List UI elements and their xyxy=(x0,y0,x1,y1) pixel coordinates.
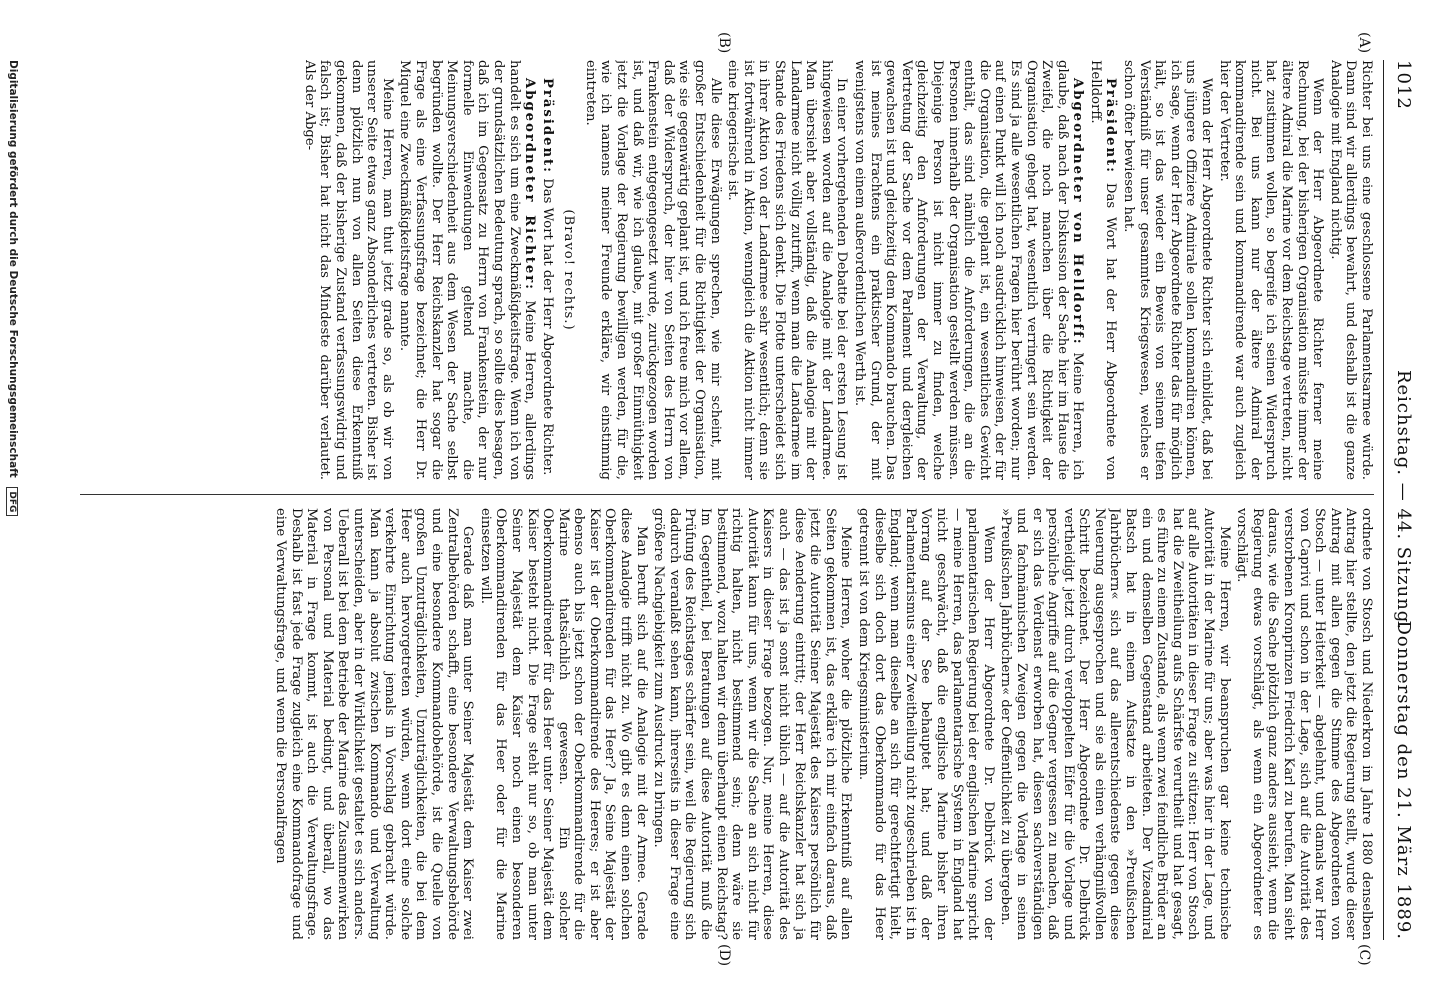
text-paragraph: Meine Herren, wir beanspruchen gar keine technische Autorität in der Marine für uns; aber was hier in der Lage, und auf alle Autoritäten in dieser Frage zu stützen: Herr von Stosch hat die Zweitheilung aufs Schärfste verurtheilt und hat gesagt, es führe zu einem Zustande, als wenn zwei feindliche Brüder an ein und demselben Gegenstand arbeiteten. Der Vizeadmiral Batsch hat in einem Aufsatze in den »Preußischen Jahrbüchern« sich auf das allerentschiedenste gegen diese Neuerung ausgesprochen und sie als einen verhängnißvollen Schritt bezeichnet. Der Herr Abgeordnete Dr. Delbrück vertheidigt jetzt durch verdoppelten Eifer für die Vorlage und persönliche Angriffe auf die Gegner vergessen zu machen, daß er sich das Verdienst erworben hat, diesen sachverständigen und fachmännischen Zweigen gegen die Vorlage in seinen »Preußischen Jahrbüchern« der Oeffentlichkeit zu übergeben. xyxy=(998,508,1232,940)
speech-paragraph xyxy=(1087,60,1118,480)
text-paragraph: Richter bei uns eine geschlossene Parlamentsarmee würde. Dann sind wir allerdings bewahrt, und deshalb ist die ganze Analogie mit England nichtig. xyxy=(1327,60,1374,480)
digitization-footer xyxy=(6,60,19,940)
margin-mark-d: (D) xyxy=(716,944,732,967)
left-text-column xyxy=(80,60,1374,480)
speech-paragraph xyxy=(397,60,537,480)
margin-mark-c: (C) xyxy=(1356,944,1372,966)
page-number: 1012 xyxy=(1393,60,1414,110)
header-rule xyxy=(1383,60,1384,940)
text-paragraph: Meine Herren, woher die plötzliche Erkenntniß auf allen Seiten gekommen ist, das erkläre ich mir einfach daraus, daß jetzt die Autorität Seiner Majestät des Kaisers persönlich für diese Aenderung eintritt; der Herr Reichskanzler hat sich ja auch — das ist ja sonst nicht üblich — auf die Autorität des Kaisers in dieser Frage bezogen. Nur, meine Herren, diese Autorität kann für uns, wenn wir die Sache an sich nicht für richtig halten, nicht bestimmend sein; denn wäre sie bestimmend, wozu halten wir denn überhaupt einen Reichstag? Im Gegentheil, bei Beratungen auf diese Autorität muß die Prüfung des Reichstages schärfer sein, weil die Regierung sich dadurch veranlaßt sehen kann, ihrerseits in dieser Frage eine größere Nachgiebigkeit zum Ausdruck zu bringen. xyxy=(651,508,854,940)
text-paragraph: Meine Herren, man thut jetzt grade so, als ob wir von unserer Seite etwas ganz Absonderliches vertreten. Bisher ist denn plötzlich nun von allen Seiten diese Erkenntniß gekommen, daß der bisherige Zustand verfassungswidrig und falsch ist; Bisher hat nicht das Mindeste darüber verlautet. Als der Abge- xyxy=(301,60,395,480)
speech-paragraph xyxy=(851,60,1085,480)
column-divider xyxy=(80,494,1374,495)
speech-paragraph xyxy=(539,60,555,480)
margin-mark-a: (A) xyxy=(1356,32,1372,54)
text-paragraph: ordnete von Stosch und Niederkron im Jahre 1880 denselben Antrag hier stellte, den jetzt die Regierung stellt, wurde dieser Antrag mit allen gegen die Stimme des Abgeordneten von Stosch — unter Heiterkeit — abgelehnt, und damals war Herr von Caprivi und schon in der Lage, sich auf die Autorität des verstorbenen Kronprinzen Friedrich Karl zu berufen. Man sieht daraus, wie die Sache plötzlich ganz anders aussieht, wenn die Regierung etwas vorschlägt, als wenn ein Abgeordneter es vorschlägt. xyxy=(1234,508,1374,940)
running-title: Reichstag. — 44. Sitzung. xyxy=(1393,369,1414,631)
speech-text: Meine Herren, allerdings handelt es sich um eine Zweckmäßigkeitsfrage. Wenn ich von der grundsätzlichen Bedeutung sprach, so sollte dies besagen, daß ich im Gegensatz zu Herrn von Frankenstein, der nur formelle Einwendungen geltend machte, die Meinungsverschiedenheit aus dem Wesen der Sache selbst begründen wollte. Der Herr Reichskanzler hat sogar die Frage als eine Verfassungsfrage bezeichnet; die Herr Dr. Miquel eine Zweckmäßigkeitsfrage nannte. xyxy=(397,60,538,480)
speaker-name: Abgeordneter Richter: xyxy=(522,78,538,292)
speech-text: Das Wort hat der Herr Abgeordnete Richter. xyxy=(539,178,555,476)
text-paragraph: Wenn der Herr Abgeordnete Dr. Delbrück von der parlamentarischen Regierung bei der englischen Marine spricht — meine Herren, das parlamentarische System in England hat nicht geschwächt, daß die englische Marine bisher ihren Vorrang auf der See behauptet hat; und daß der Parlamentarismus einer Zweitheilung nicht zugeschrieben ist in England; wenn man dieselbe an sich für gerechtfertigt hielt, dieselbe sich doch dort das Oberkommando für das Heer getrennt ist von dem Kriegsministerium. xyxy=(856,508,996,940)
text-paragraph: Wenn der Herr Abgeordnete Richter sich einbildet, daß bei uns jüngere Offiziere Admirale sollen kommandiren können, ich sage, wenn der Herr Abgeordnete Richter das für möglich hält, so ist das wieder ein Beweis von seinem tiefen Verständniß für unser gesammtes Kriegswesen, welches er schon öfter bewiesen hat. xyxy=(1121,60,1215,480)
margin-mark-b: (B) xyxy=(716,32,732,54)
text-paragraph: Gerade daß man unter Seiner Majestät dem Kaiser zwei Zentralbehörden schafft, eine besondere Verwaltungsbehörde und eine besondere Kommandobehörde, ist die Quelle von großen Unzuträglichkeiten, Unzuträglichkeiten, die bei dem Heer auch hervorgetreten würden, wenn dort eine solche verkehrte Einrichtung jemals in Vorschlag gebracht würde. Man kann ja absolut zwischen Kommando und Verwaltung unterscheiden, aber in der Wirklichkeit gestaltet es sich anders. Ueberall ist bei dem Betriebe der Marine das Zusammenwirken von Personal und Material bedingt, und überall, wo das Material in Frage kommt, ist auch die Verwaltungsfrage. Deshalb ist fast jede Frage zugleich eine Kommandofrage und eine Verwaltungsfrage, und wenn die Personalfragen xyxy=(273,508,476,940)
dfg-logo: DFG xyxy=(6,487,18,516)
right-text-column xyxy=(80,508,1374,940)
applause-note: (Bravo! rechts.) xyxy=(561,209,577,331)
text-paragraph: Alle diese Erwägungen sprechen, wie mir scheint, mit großer Entschiedenheit für die Richtigkeit der Organisation, wie sie gegenwärtig geplant ist, und ich freue mich vor allem, daß der Widerspruch, der hier von Seiten des Herrn von Frankenstein entgegengesetzt wurde, zurückgezogen worden ist, und daß wir, wie ich glaube, mit großer Einmüthigkeit jetzt die Vorlage der Regierung bewilligen werden, für die, wie ich namens meiner Freunde erkläre, wir einstimmig eintreten. xyxy=(582,60,723,480)
text-paragraph: In einer vorhergehenden Debatte bei der ersten Lesung ist hingewiesen worden auf die Analogie mit der Landarmee. Man übersieht aber vollständig, daß die Analogie mit der Landarmee nicht völlig zutrifft, wenn man die Landarmee im Stande des Friedens sich denkt. Die Flotte unterscheidet sich in ihrer Aktion von der Landarmee sehr wesentlich; denn sie ist fortwährend in Aktion, wenngleich die Aktion nicht immer eine kriegerische ist. xyxy=(725,60,850,480)
speaker-name: Präsident: xyxy=(539,78,555,175)
speech-text: Das Wort hat der Herr Abgeordnete von Helldorff. xyxy=(1087,60,1119,480)
footer-credit: Digitalisierung gefördert durch die Deutsche Forschungsgemeinschaft xyxy=(7,60,19,478)
text-paragraph: Wenn der Herr Abgeordnete Richter ferner meine Rechnung, bei der bisherigen Organisation müsste immer der ältere Admiral die Marine vor dem Reichstage vertreten, nicht hat zustimmen wollen, so begreife ich seinen Widerspruch nicht. Bei uns kann nur der ältere Admiral der kommandirende sein und kommandirende war auch zugleich hier der Vertreter. xyxy=(1216,60,1326,480)
page-header xyxy=(1386,60,1414,940)
speech-text: Meine Herren, ich glaube, daß nach der Diskussion der Sache hier im Hause die Zweifel, die noch manchen über die Richtigkeit der Organisation gehegt hat, wesentlich verringert sein werden. Es sind ja alle wesentlichen Fragen hier berührt worden; nur auf einen Punkt will ich noch ausdrücklich hinweisen, der für die Organisation, die geplant ist, ein wesentliches Gewicht enthält, das sind nämlich die Anforderungen, die an die Personen innerhalb der Organisation gestellt werden müssen. Diejenige Person ist nicht immer zu finden, welche gleichzeitig den Anforderungen der Verwaltung, der Vertretung der Sache vor dem Parlament und dergleichen gewachsen ist und gleichzeitig dem Kommando brauchen. Das ist meines Erachtens ein praktischer Grund, der mit wenigstens von einem außerordentlichen Werth ist. xyxy=(852,60,1086,480)
speaker-name: Abgeordneter von Helldorff: xyxy=(1070,78,1086,346)
speaker-name: Präsident: xyxy=(1103,78,1119,175)
header-date: Donnerstag den 21. März 1889. xyxy=(1393,620,1414,940)
text-paragraph: Man beruft sich auf die Analogie mit der Armee. Gerade diese Analogie trifft nicht zu. Wo gibt es denn einen solchen Oberkommandirenden für das Heer? Ja, Seine Majestät der Kaiser ist der Oberkommandirende des Heeres; er ist aber ebenso auch bis jetzt schon der Oberkommandirende für die Marine thatsächlich gewesen. Ein solcher Oberkommandirender für das Heer unter Seiner Majestät dem Kaiser besteht nicht. Die Frage steht nur so, ob man unter Seiner Majestät dem Kaiser noch einen besonderen Oberkommandirenden für das Heer oder für die Marine einsetzen will. xyxy=(477,508,649,940)
